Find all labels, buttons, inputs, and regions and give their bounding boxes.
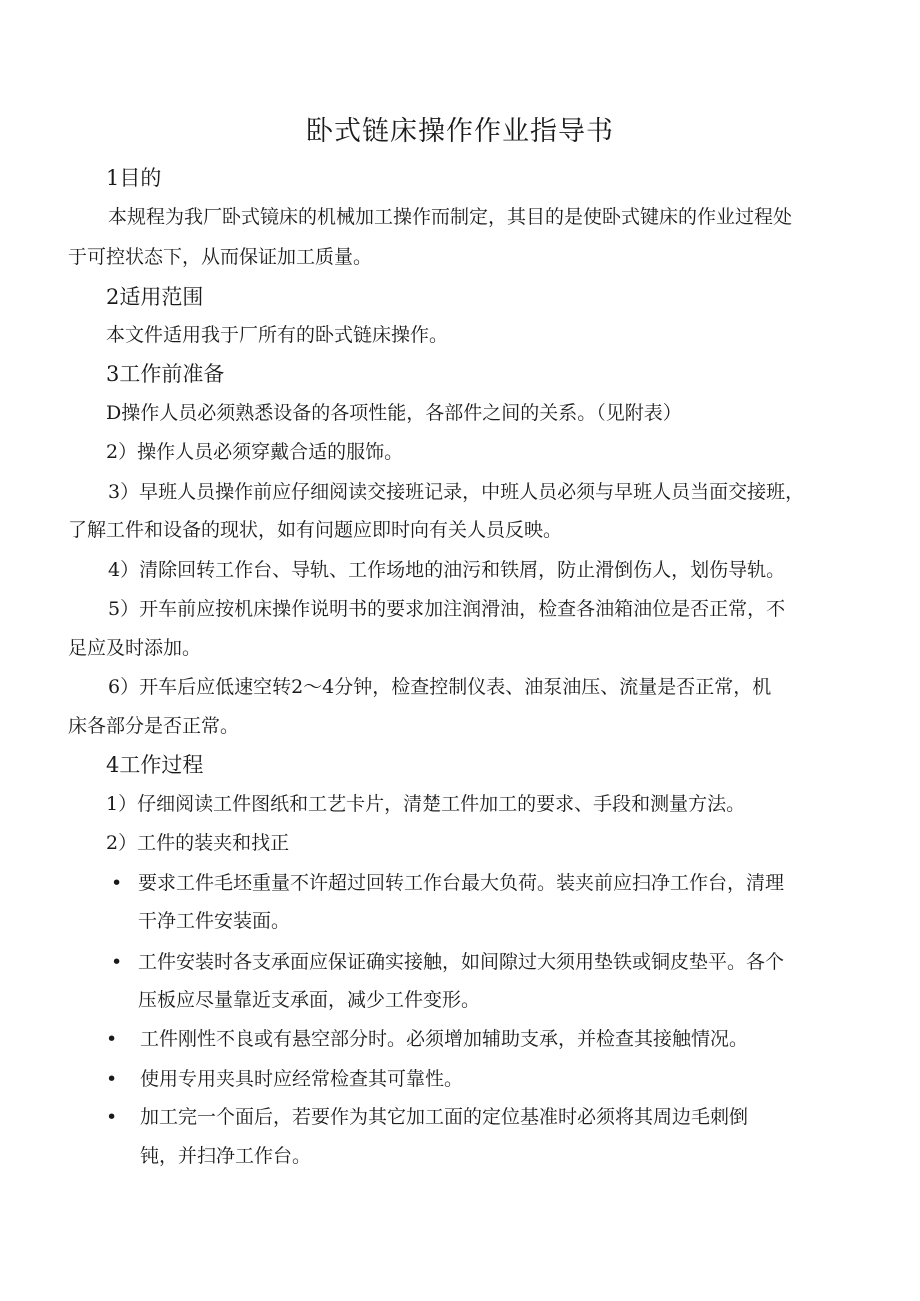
section-3-item-3-line-1: 3）早班人员操作前应仔细阅读交接班记录，中班人员必须与早班人员当面交接班， — [108, 481, 805, 503]
section-4-item-2: 2）工件的装夹和找正 — [106, 832, 290, 854]
section-1-paragraph-line-1: 本规程为我厂卧式镜床的机械加工操作而制定，其目的是使卧式键床的作业过程处 — [108, 206, 793, 228]
section-2-paragraph: 本文件适用我于厂所有的卧式链床操作。 — [106, 324, 449, 346]
bullet-marker: • — [106, 1068, 118, 1090]
section-3-heading: 3工作前准备 — [106, 362, 225, 386]
bullet-marker: • — [106, 1106, 118, 1128]
bullet-3-line-1: 工件刚性不良或有悬空部分时。必须增加辅助支承，并检查其接触情况。 — [140, 1028, 749, 1050]
bullet-5-line-2: 钝，并扫净工作台。 — [140, 1145, 312, 1167]
bullet-1-line-1: 要求工件毛坯重量不许超过回转工作台最大负荷。装夹前应扫净工作台，清理 — [138, 872, 785, 894]
section-3-item-5-line-1: 5）开车前应按机床操作说明书的要求加注润滑油，检查各油箱油位是否正常，不 — [108, 598, 786, 620]
bullet-5-line-1: 加工完一个面后，若要作为其它加工面的定位基准时必须将其周边毛刺倒 — [140, 1106, 749, 1128]
bullet-marker: • — [106, 1028, 118, 1050]
section-4-item-1: 1）仔细阅读工件图纸和工艺卡片，清楚工件加工的要求、手段和测量方法。 — [106, 793, 746, 815]
section-4-heading: 4工作过程 — [106, 753, 204, 777]
section-3-item-6-line-2: 床各部分是否正常。 — [68, 715, 240, 737]
bullet-marker: • — [111, 872, 123, 894]
bullet-4-line-1: 使用专用夹具时应经常检查其可靠性。 — [140, 1068, 464, 1090]
bullet-marker: • — [111, 951, 123, 973]
bullet-1-line-2: 干净工件安装面。 — [138, 910, 291, 932]
section-3-item-2: 2）操作人员必须穿戴合适的服饰。 — [106, 441, 404, 463]
section-3-item-3-line-2: 了解工件和设备的现状，如有问题应即时向有关人员反映。 — [68, 519, 563, 541]
section-3-item-6-line-1: 6）开车后应低速空转2～4分钟，检查控制仪表、油泵油压、流量是否正常，机 — [108, 676, 772, 698]
section-3-item-5-line-2: 足应及时添加。 — [68, 637, 202, 659]
section-2-heading: 2适用范围 — [106, 285, 204, 309]
section-3-item-4: 4）清除回转工作台、导轨、工作场地的油污和铁屑，防止滑倒伤人，划伤导轨。 — [108, 559, 786, 581]
section-3-item-1: D操作人员必须熟悉设备的各项性能，各部件之间的关系。（见附表） — [106, 402, 682, 424]
document-title: 卧式链床操作作业指导书 — [306, 116, 614, 147]
bullet-2-line-1: 工件安装时各支承面应保证确实接触，如间隙过大须用垫铁或铜皮垫平。各个 — [138, 951, 785, 973]
bullet-2-line-2: 压板应尽量靠近支承面，减少工件变形。 — [138, 989, 481, 1011]
section-1-paragraph-line-2: 于可控状态下，从而保证加工质量。 — [68, 246, 373, 268]
section-1-heading: 1目的 — [106, 166, 162, 190]
